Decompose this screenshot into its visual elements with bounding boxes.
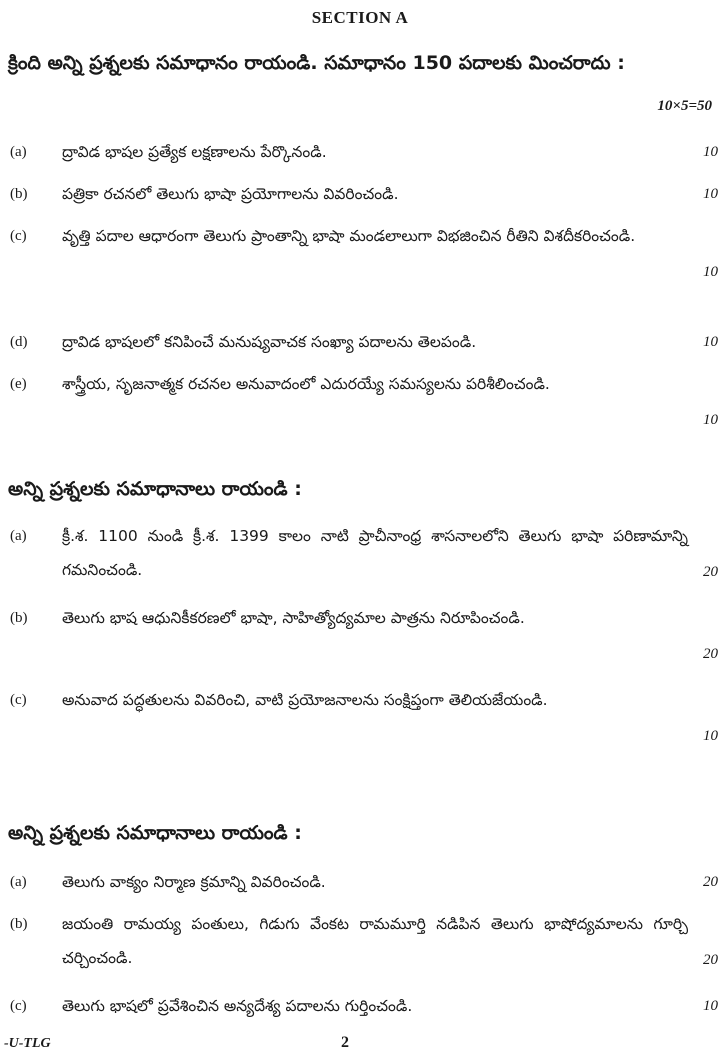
block1-instruction: క్రింది అన్ని ప్రశ్నలకు సమాధానం రాయండి. సమాధానం 150 పదాలకు మించరాదు : [8, 52, 625, 74]
question-text: తెలుగు భాషలో ప్రవేశించిన అన్యదేశ్య పదాలను గుర్తించండి. [62, 997, 413, 1015]
question-text: పత్రికా రచనలో తెలుగు భాషా ప్రయోగాలను వివరించండి. [62, 185, 399, 203]
question-label: (a) [10, 874, 27, 890]
question-marks: 10 [703, 264, 718, 280]
question-text: క్రీ.శ. 1100 నుండి క్రీ.శ. 1399 కాలం నాటి ప్రాచీనాంధ్ర శాసనాలలోని తెలుగు భాషా పరిణామాన్ని గమనించండి. [62, 527, 688, 579]
question-text: ద్రావిడ భాషల ప్రత్యేక లక్షణాలను పేర్కొనండి. [62, 143, 327, 161]
block2-instruction: అన్ని ప్రశ్నలకు సమాధానాలు రాయండి : [8, 478, 302, 500]
question-marks: 20 [703, 874, 718, 890]
question-label: (c) [10, 228, 27, 244]
question-label: (a) [10, 528, 27, 544]
block1-marks: 10×5=50 [657, 98, 712, 114]
question-label: (b) [10, 916, 28, 932]
question-marks: 10 [703, 998, 718, 1014]
question-label: (b) [10, 186, 28, 202]
question-marks: 10 [703, 412, 718, 428]
question-label: (a) [10, 144, 27, 160]
question-label: (c) [10, 998, 27, 1014]
question-label: (d) [10, 334, 28, 350]
question-text: శాస్త్రీయ, సృజనాత్మక రచనల అనువాదంలో ఎదురయ్యే సమస్యలను పరిశీలించండి. [62, 375, 550, 393]
question-text: తెలుగు భాష ఆధునికీకరణలో భాషా, సాహిత్యోద్యమాల పాత్రను నిరూపించండి. [62, 609, 525, 627]
question-marks: 10 [703, 186, 718, 202]
question-marks: 20 [703, 564, 718, 580]
question-text: ద్రావిడ భాషలలో కనిపించే మనుష్యవాచక సంఖ్యా పదాలను తెలపండి. [62, 333, 477, 351]
question-label: (b) [10, 610, 28, 626]
question-marks: 10 [703, 728, 718, 744]
page-number: 2 [341, 1034, 349, 1051]
section-title: SECTION A [311, 8, 409, 27]
question-text: జయంతి రామయ్య పంతులు, గిడుగు వేంకట రామమూర్తి నడిపిన తెలుగు భాషోద్యమాలను గూర్చి చర్చించండి. [62, 915, 688, 967]
question-marks: 20 [703, 952, 718, 968]
question-label: (e) [10, 376, 27, 392]
question-marks: 10 [703, 144, 718, 160]
question-text: వృత్తి పదాల ఆధారంగా తెలుగు ప్రాంతాన్ని భాషా మండలాలుగా విభజించిన రీతిని విశదీకరించండి. [62, 227, 636, 245]
question-marks: 10 [703, 334, 718, 350]
question-label: (c) [10, 692, 27, 708]
question-marks: 20 [703, 646, 718, 662]
question-text: అనువాద పద్ధతులను వివరించి, వాటి ప్రయోజనాలను సంక్షిప్తంగా తెలియజేయండి. [62, 691, 548, 709]
paper-code: -U-TLG [4, 1036, 51, 1051]
block3-instruction: అన్ని ప్రశ్నలకు సమాధానాలు రాయండి : [8, 822, 302, 844]
question-text: తెలుగు వాక్యం నిర్మాణ క్రమాన్ని వివరించండి. [62, 873, 326, 891]
